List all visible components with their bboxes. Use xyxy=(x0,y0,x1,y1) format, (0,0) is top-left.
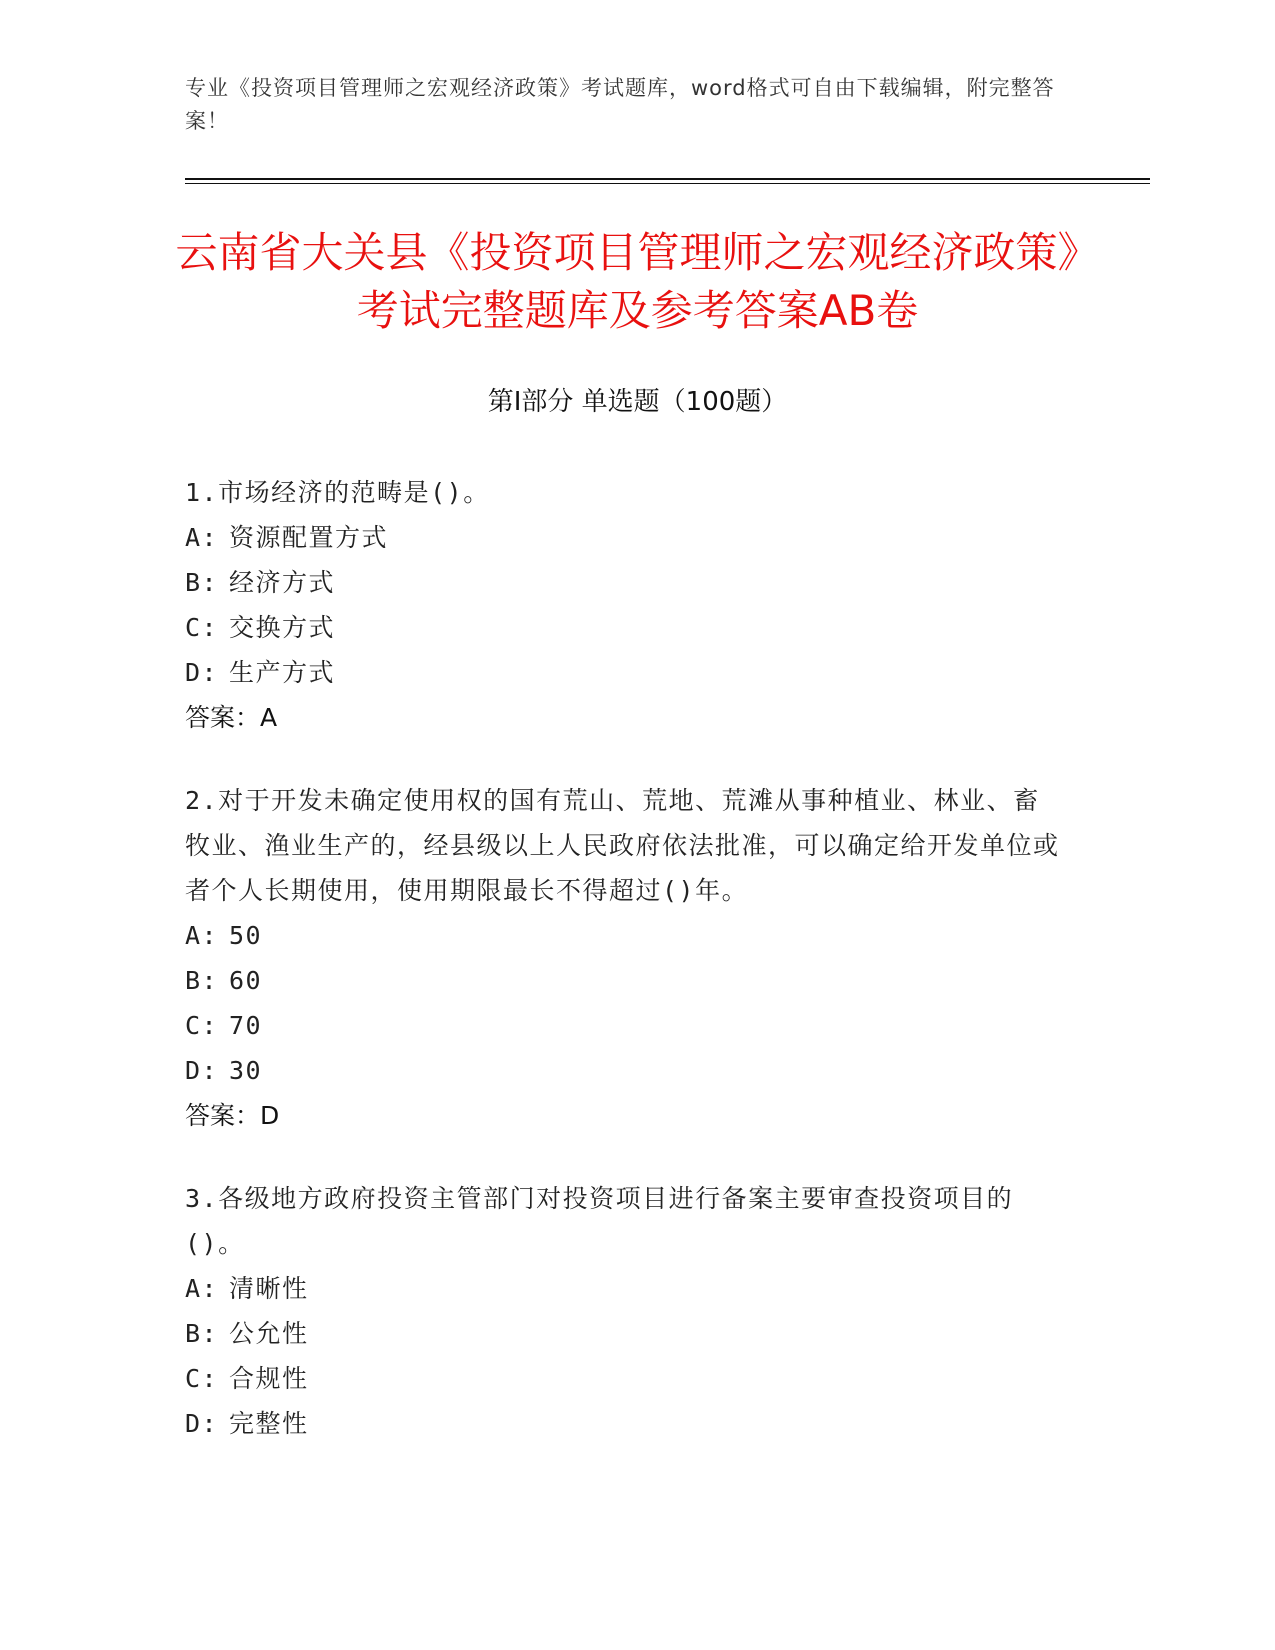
option-text: 交换方式 xyxy=(229,613,336,642)
option-a xyxy=(185,515,1065,560)
option-d xyxy=(185,1048,1065,1093)
option-text: 资源配置方式 xyxy=(229,523,389,552)
option-text: 70 xyxy=(229,1011,263,1040)
question-stem: 1.市场经济的范畴是()。 xyxy=(185,478,490,507)
option-key: A: xyxy=(185,523,219,552)
question-stem: 3.各级地方政府投资主管部门对投资项目进行备案主要审查投资项目的()。 xyxy=(185,1184,1014,1258)
option-text: 经济方式 xyxy=(229,568,336,597)
option-key: B: xyxy=(185,568,219,597)
option-text: 50 xyxy=(229,921,263,950)
option-a xyxy=(185,913,1065,958)
option-key: B: xyxy=(185,966,219,995)
option-key: D: xyxy=(185,1056,219,1085)
option-text: 60 xyxy=(229,966,263,995)
option-c xyxy=(185,605,1065,650)
option-text: 完整性 xyxy=(229,1409,309,1438)
question-1 xyxy=(185,470,1065,740)
option-text: 30 xyxy=(229,1056,263,1085)
option-b xyxy=(185,560,1065,605)
option-key: C: xyxy=(185,613,219,642)
option-b xyxy=(185,958,1065,1003)
question-2 xyxy=(185,778,1065,1138)
option-b xyxy=(185,1311,1065,1356)
option-text: 生产方式 xyxy=(229,658,336,687)
option-text: 合规性 xyxy=(229,1364,309,1393)
header-note: 专业《投资项目管理师之宏观经济政策》考试题库，word格式可自由下载编辑，附完整答案！ xyxy=(185,76,1055,133)
document-title: 云南省大关县《投资项目管理师之宏观经济政策》考试完整题库及参考答案AB卷 xyxy=(175,228,1100,335)
option-key: C: xyxy=(185,1011,219,1040)
option-text: 公允性 xyxy=(229,1319,309,1348)
section-heading: 第Ⅰ部分 单选题（100题） xyxy=(487,387,788,417)
option-key: A: xyxy=(185,1274,219,1303)
option-a xyxy=(185,1266,1065,1311)
option-c xyxy=(185,1356,1065,1401)
answer-line: 答案：D xyxy=(185,1101,280,1130)
header-rule-thin xyxy=(185,183,1150,184)
question-3 xyxy=(185,1176,1065,1446)
option-key: C: xyxy=(185,1364,219,1393)
option-key: A: xyxy=(185,921,219,950)
option-key: B: xyxy=(185,1319,219,1348)
option-d xyxy=(185,1401,1065,1446)
header-rule-thick xyxy=(185,178,1150,180)
option-key: D: xyxy=(185,1409,219,1438)
option-c xyxy=(185,1003,1065,1048)
option-key: D: xyxy=(185,658,219,687)
question-stem: 2.对于开发未确定使用权的国有荒山、荒地、荒滩从事种植业、林业、畜牧业、渔业生产的，经县级以上人民政府依法批准，可以确定给开发单位或者个人长期使用，使用期限最长不得超过()年。 xyxy=(185,786,1060,905)
option-text: 清晰性 xyxy=(229,1274,309,1303)
question-list xyxy=(185,470,1065,1484)
answer-line: 答案：A xyxy=(185,703,278,732)
option-d xyxy=(185,650,1065,695)
